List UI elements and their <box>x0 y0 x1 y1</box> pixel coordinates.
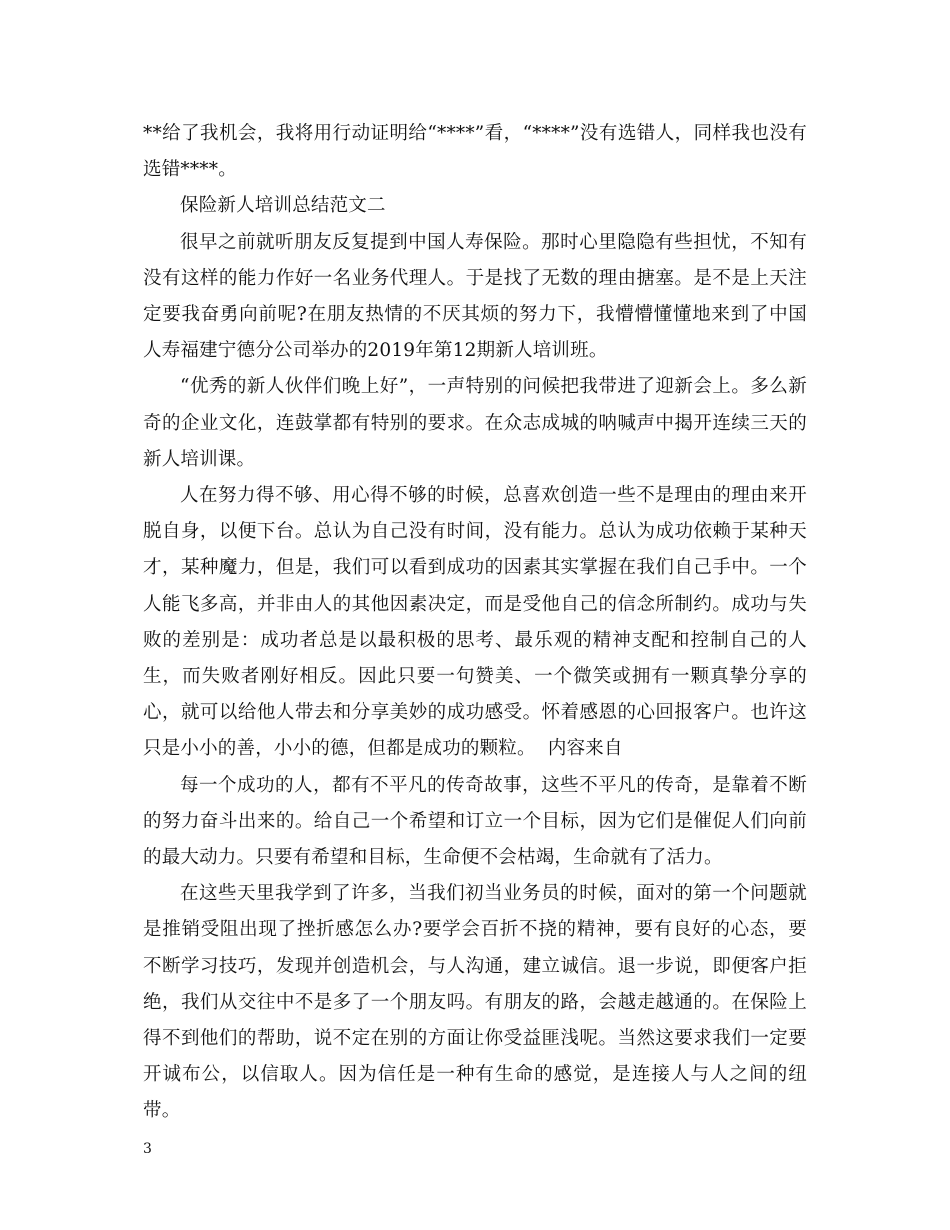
section-heading: 保险新人培训总结范文二 <box>180 195 386 217</box>
paragraph-5: 人在努力得不够、用心得不够的时候，总喜欢创造一些不是理由的理由来开脱自身，以便下台。总认为自己没有时间，没有能力。总认为成功依赖于某种天才，某种魔力，但是，我们可以看到成功的因素其实掌握在我们自己手中。一个人能飞多高，并非由人的其他因素决定，而是受他自己的信念所制约。成功与失败的差别是：成功者总是以最积极的思考、最乐观的精神支配和控制自己的人生，而失败者刚好相反。因此只要一句赞美、一个微笑或拥有一颗真挚分享的心，就可以给他人带去和分享美妙的成功感受。怀着感恩的心回报客户。也许这只是小小的善，小小的德，但都是成功的颗粒。 内容来自 <box>143 485 807 760</box>
paragraph-3: 很早之前就听朋友反复提到中国人寿保险。那时心里隐隐有些担忧，不知有没有这样的能力作好一名业务代理人。于是找了无数的理由搪塞。是不是上天注定要我奋勇向前呢?在朋友热情的不厌其烦的努力下，我懵懵懂懂地来到了中国人寿福建宁德分公司举办的2019年第12期新人培训班。 <box>143 231 807 362</box>
document-body <box>143 116 807 1130</box>
paragraph-7: 在这些天里我学到了许多，当我们初当业务员的时候，面对的第一个问题就是推销受阻出现了挫折感怎么办?要学会百折不挠的精神，要有良好的心态，要不断学习技巧，发现并创造机会，与人沟通，建立诚信。退一步说，即便客户拒绝，我们从交往中不是多了一个朋友吗。有朋友的路，会越走越通的。在保险上得不到他们的帮助，说不定在别的方面让你受益匪浅呢。当然这要求我们一定要开诚布公，以信取人。因为信任是一种有生命的感觉，是连接人与人之间的纽带。 <box>143 883 807 1122</box>
page-number: 3 <box>143 1141 152 1157</box>
paragraph-1: **给了我机会，我将用行动证明给“****”看，“****”没有选错人，同样我也没有选错****。 <box>143 123 807 181</box>
paragraph-6: 每一个成功的人，都有不平凡的传奇故事，这些不平凡的传奇，是靠着不断的努力奋斗出来的。给自己一个希望和订立一个目标，因为它们是催促人们向前的最大动力。只要有希望和目标，生命便不会枯竭，生命就有了活力。 <box>143 774 807 869</box>
paragraph-4: “优秀的新人伙伴们晚上好”，一声特别的问候把我带进了迎新会上。多么新奇的企业文化，连鼓掌都有特别的要求。在众志成城的呐喊声中揭开连续三天的新人培训课。 <box>143 376 807 470</box>
